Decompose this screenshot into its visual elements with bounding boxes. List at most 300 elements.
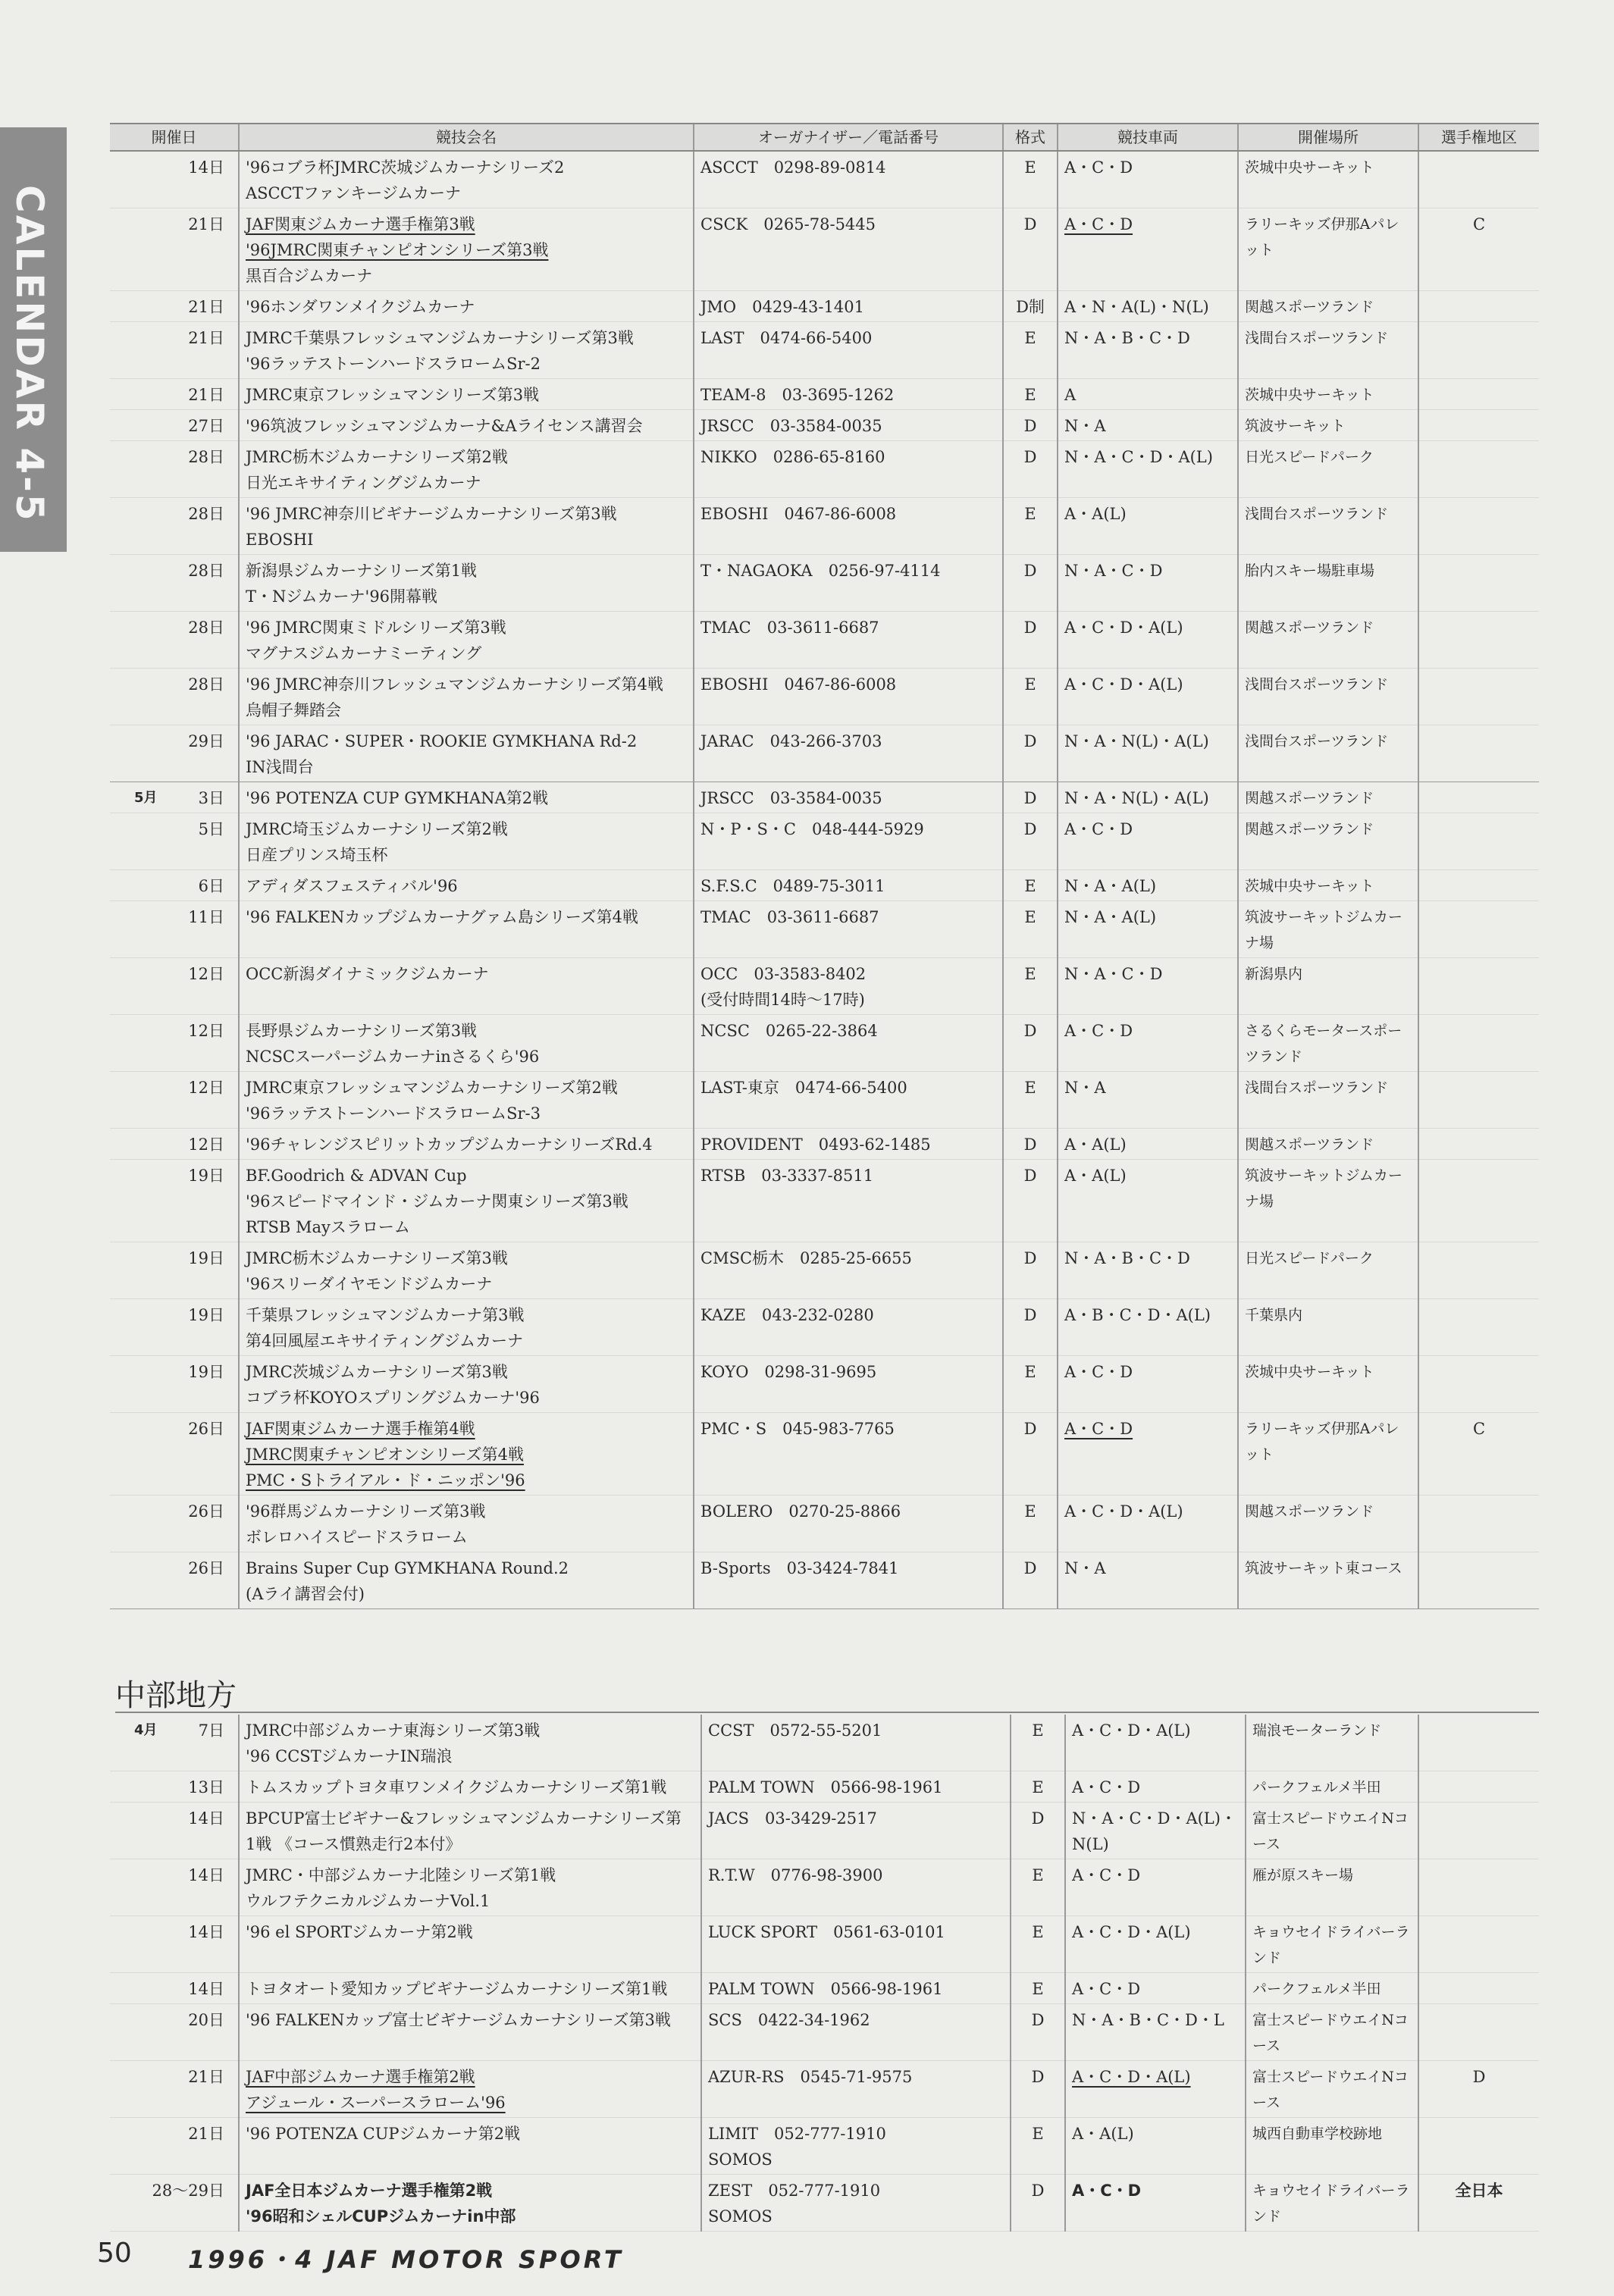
event-name-cell (239, 1299, 694, 1356)
header-organizer: オーガナイザー／電話番号 (694, 124, 1003, 151)
organizer-line: TMAC 03-3611-6687 (700, 908, 879, 926)
event-name-cell (239, 1552, 694, 1609)
organizer-cell (701, 2175, 1011, 2232)
vehicle-cell (1058, 441, 1238, 498)
event-name-cell (239, 208, 694, 291)
event-name-cell (239, 1973, 701, 2004)
header-vehicle: 競技車両 (1058, 124, 1238, 151)
venue-cell (1238, 1496, 1418, 1552)
format-cell: E (1003, 151, 1058, 208)
event-name-cell (239, 870, 694, 901)
vehicle-cell (1058, 1160, 1238, 1242)
format-cell: E (1011, 1973, 1065, 2004)
date-cell (110, 1356, 239, 1413)
venue-line: 浅間台スポーツランド (1245, 733, 1389, 750)
event-name-line: '96 JMRC関東ミドルシリーズ第3戦 (246, 619, 506, 637)
event-name-line: IN浅間台 (246, 758, 314, 776)
region-cell (1418, 1160, 1539, 1242)
venue-cell (1238, 1356, 1418, 1413)
organizer-line: NCSC 0265-22-3864 (700, 1022, 878, 1040)
venue-cell (1246, 1859, 1418, 1916)
venue-cell (1246, 2175, 1418, 2232)
region-cell: 全日本 (1418, 2175, 1539, 2232)
format-cell: D (1003, 1015, 1058, 1072)
date-cell (110, 379, 239, 410)
event-name-cell (239, 1356, 694, 1413)
organizer-cell (694, 725, 1003, 782)
organizer-line: EBOSHI 0467-86-6008 (700, 505, 897, 523)
date-label: 29日 (188, 732, 224, 750)
venue-cell (1238, 379, 1418, 410)
organizer-line: LUCK SPORT 0561-63-0101 (708, 1923, 945, 1941)
venue-line: キョウセイドライバーラ (1252, 2182, 1410, 2199)
date-cell (110, 669, 239, 725)
event-name-line: BPCUP富士ビギナー&フレッシュマンジムカーナシリーズ第 (246, 1809, 682, 1828)
region-cell: C (1418, 208, 1539, 291)
event-name-cell (239, 498, 694, 555)
event-name-cell (239, 1129, 694, 1160)
date-label: 19日 (188, 1167, 224, 1185)
organizer-line: ZEST 052-777-1910 (708, 2182, 881, 2200)
region-cell: D (1418, 2061, 1539, 2118)
table-row (110, 379, 1539, 410)
organizer-cell (694, 1015, 1003, 1072)
venue-cell (1238, 410, 1418, 441)
format-cell: D (1003, 441, 1058, 498)
vehicle-cell (1058, 669, 1238, 725)
event-name-line: トヨタオート愛知カップビギナージムカーナシリーズ第1戦 (246, 1980, 668, 1998)
format-cell: D (1003, 612, 1058, 669)
event-name-cell (239, 1859, 701, 1916)
vehicle-class: A・C・D・A(L) (1064, 1502, 1183, 1521)
venue-line: 浅間台スポーツランド (1245, 506, 1389, 522)
organizer-cell (701, 1771, 1011, 1803)
vehicle-class: A・C・D・A(L) (1072, 2068, 1191, 2086)
event-name-line: T・Nジムカーナ'96開幕戦 (246, 587, 438, 606)
event-name-cell (239, 379, 694, 410)
date-label: 21日 (188, 298, 224, 316)
date-label: 12日 (188, 965, 224, 983)
organizer-cell (694, 322, 1003, 379)
organizer-line: ASCCT 0298-89-0814 (700, 158, 886, 177)
venue-line: 新潟県内 (1245, 966, 1303, 982)
organizer-cell (694, 410, 1003, 441)
date-cell (110, 1413, 239, 1496)
region-cell (1418, 1916, 1539, 1973)
organizer-line: SOMOS (708, 2150, 773, 2169)
format-cell: D (1003, 725, 1058, 782)
organizer-cell (694, 901, 1003, 958)
region-cell (1418, 1015, 1539, 1072)
event-name-line: '96 JMRC神奈川ビギナージムカーナシリーズ第3戦 (246, 505, 617, 523)
event-name-line: (Aライ講習会付) (246, 1585, 365, 1603)
date-cell (110, 1715, 239, 1771)
event-name-cell (239, 1715, 701, 1771)
table-row (110, 441, 1539, 498)
organizer-line: LAST-東京 0474-66-5400 (700, 1079, 907, 1097)
venue-cell (1238, 322, 1418, 379)
vehicle-class: A・A(L) (1064, 1135, 1127, 1154)
venue-line: ンド (1252, 2208, 1282, 2225)
event-name-line: 黒百合ジムカーナ (246, 267, 373, 285)
venue-line: ット (1245, 242, 1274, 258)
date-cell (110, 441, 239, 498)
venue-line: ナ場 (1245, 935, 1274, 951)
format-cell: E (1003, 379, 1058, 410)
table-row (110, 612, 1539, 669)
month-label: 4月 (134, 1722, 158, 1738)
calendar-table-chubu (110, 1715, 1539, 2232)
table-row (110, 322, 1539, 379)
date-label: 21日 (188, 386, 224, 404)
venue-line: 浅間台スポーツランド (1245, 330, 1389, 346)
date-label: 26日 (188, 1420, 224, 1438)
vehicle-cell (1058, 1299, 1238, 1356)
organizer-cell (694, 1160, 1003, 1242)
venue-cell (1238, 555, 1418, 612)
venue-line: ース (1252, 2094, 1281, 2111)
event-name-cell (239, 1496, 694, 1552)
venue-line: 関越スポーツランド (1245, 821, 1374, 838)
date-cell (110, 2118, 239, 2175)
region-cell (1418, 782, 1539, 813)
venue-cell (1238, 1160, 1418, 1242)
organizer-cell (694, 379, 1003, 410)
format-cell: E (1003, 669, 1058, 725)
date-cell (110, 1129, 239, 1160)
vehicle-cell (1065, 2175, 1246, 2232)
event-name-cell (239, 1803, 701, 1859)
format-cell: D (1003, 410, 1058, 441)
event-name-cell (239, 725, 694, 782)
venue-line: 胎内スキー場駐車場 (1245, 562, 1375, 579)
venue-line: 茨城中央サーキット (1245, 159, 1374, 176)
event-name-cell (239, 1242, 694, 1299)
event-name-cell (239, 782, 694, 813)
region-cell (1418, 2118, 1539, 2175)
vehicle-cell (1065, 1973, 1246, 2004)
region-cell (1418, 1129, 1539, 1160)
organizer-line: SOMOS (708, 2207, 773, 2226)
date-cell (110, 1160, 239, 1242)
date-label: 11日 (188, 908, 224, 926)
event-name-cell (239, 1413, 694, 1496)
region-cell (1418, 410, 1539, 441)
date-label: 6日 (198, 877, 224, 895)
region-cell (1418, 555, 1539, 612)
organizer-line: CSCK 0265-78-5445 (700, 215, 876, 233)
event-name-cell (239, 441, 694, 498)
vehicle-cell (1065, 1916, 1246, 1973)
date-label: 26日 (188, 1559, 224, 1577)
organizer-cell (701, 1973, 1011, 2004)
format-cell: E (1011, 2118, 1065, 2175)
venue-cell (1238, 1552, 1418, 1609)
side-tab-label: CALENDAR 4-5 (8, 185, 52, 523)
venue-line: パークフェルメ半田 (1252, 1981, 1381, 1997)
date-label: 28日 (188, 448, 224, 466)
organizer-line: CMSC栃木 0285-25-6655 (700, 1249, 912, 1267)
event-name-line: JMRC埼玉ジムカーナシリーズ第2戦 (246, 820, 508, 838)
event-name-cell (239, 2175, 701, 2232)
venue-line: 茨城中央サーキット (1245, 387, 1374, 403)
format-cell: D (1003, 813, 1058, 870)
date-label: 28日 (188, 562, 224, 580)
table-row (110, 1299, 1539, 1356)
header-date: 開催日 (110, 124, 239, 151)
region-cell (1418, 1242, 1539, 1299)
header-event: 競技会名 (239, 124, 694, 151)
event-name-cell (239, 958, 694, 1015)
venue-line: 千葉県内 (1245, 1307, 1303, 1323)
organizer-cell (694, 151, 1003, 208)
venue-cell (1238, 1413, 1418, 1496)
date-label: 19日 (188, 1249, 224, 1267)
date-cell (110, 782, 239, 813)
organizer-cell (694, 669, 1003, 725)
date-cell (110, 2004, 239, 2061)
table-row (110, 901, 1539, 958)
date-cell (110, 1859, 239, 1916)
date-label: 28日 (188, 675, 224, 694)
venue-cell (1246, 2061, 1418, 2118)
event-name-line: JAF全日本ジムカーナ選手権第2戦 (246, 2182, 493, 2200)
format-cell: E (1003, 901, 1058, 958)
event-name-cell (239, 1015, 694, 1072)
venue-cell (1238, 782, 1418, 813)
vehicle-cell (1065, 1771, 1246, 1803)
region-cell (1418, 958, 1539, 1015)
event-name-cell (239, 151, 694, 208)
event-name-line: JMRC千葉県フレッシュマンジムカーナシリーズ第3戦 (246, 329, 634, 347)
organizer-cell (694, 1496, 1003, 1552)
table-row (110, 1715, 1539, 1771)
organizer-line: RTSB 03-3337-8511 (700, 1167, 874, 1185)
date-label: 20日 (188, 2011, 224, 2029)
event-name-line: '96 FALKENカップ富士ビギナージムカーナシリーズ第3戦 (246, 2011, 671, 2029)
organizer-line: S.F.S.C 0489-75-3011 (700, 877, 885, 895)
event-name-line: JMRC中部ジムカーナ東海シリーズ第3戦 (246, 1721, 541, 1740)
date-label: 13日 (188, 1778, 224, 1796)
event-name-line: 千葉県フレッシュマンジムカーナ第3戦 (246, 1306, 525, 1324)
vehicle-class: N・A・C・D (1064, 965, 1163, 983)
event-name-line: '96 POTENZA CUP GYMKHANA第2戦 (246, 789, 549, 807)
event-name-line: ウルフテクニカルジムカーナVol.1 (246, 1892, 490, 1910)
format-cell: D (1011, 1803, 1065, 1859)
venue-line: ース (1252, 2038, 1281, 2054)
organizer-cell (694, 291, 1003, 322)
format-cell: D (1003, 1160, 1058, 1242)
vehicle-cell (1058, 151, 1238, 208)
date-cell (110, 555, 239, 612)
venue-cell (1246, 1771, 1418, 1803)
date-cell (110, 2061, 239, 2118)
event-name-line: 日光エキサイティングジムカーナ (246, 474, 481, 492)
section-title-chubu: 中部地方 (115, 1678, 237, 1713)
table-row (110, 1072, 1539, 1129)
date-cell (110, 291, 239, 322)
venue-cell (1238, 813, 1418, 870)
event-name-line: 日産プリンス埼玉杯 (246, 846, 388, 864)
venue-line: ース (1252, 1836, 1281, 1853)
vehicle-class: A (1064, 386, 1077, 404)
date-label: 3日 (198, 789, 224, 807)
vehicle-cell (1058, 958, 1238, 1015)
organizer-cell (701, 1859, 1011, 1916)
region-cell (1418, 1859, 1539, 1916)
event-name-line: '96チャレンジスピリットカップジムカーナシリーズRd.4 (246, 1135, 653, 1154)
region-cell (1418, 1552, 1539, 1609)
vehicle-cell (1058, 813, 1238, 870)
venue-line: 富士スピードウエイNコ (1252, 2069, 1409, 2085)
vehicle-class: A・C・D (1064, 1363, 1133, 1381)
organizer-cell (694, 612, 1003, 669)
vehicle-class: N・A・B・C・D (1064, 329, 1190, 347)
vehicle-class: A・C・D (1064, 215, 1133, 233)
region-cell (1418, 498, 1539, 555)
organizer-line: R.T.W 0776-98-3900 (708, 1866, 883, 1884)
organizer-line: LAST 0474-66-5400 (700, 329, 873, 347)
format-cell: E (1003, 322, 1058, 379)
vehicle-cell (1058, 1496, 1238, 1552)
event-name-line: JAF関東ジムカーナ選手権第3戦 (246, 215, 475, 233)
table-row (110, 1916, 1539, 1973)
organizer-line: JRSCC 03-3584-0035 (700, 789, 882, 807)
organizer-cell (701, 2118, 1011, 2175)
organizer-line: EBOSHI 0467-86-6008 (700, 675, 897, 694)
event-name-line: OCC新潟ダイナミックジムカーナ (246, 965, 489, 983)
organizer-cell (694, 1413, 1003, 1496)
vehicle-class: N・A・N(L)・A(L) (1064, 789, 1209, 807)
venue-line: 関越スポーツランド (1245, 619, 1374, 636)
vehicle-class: A・C・D・A(L) (1072, 1923, 1191, 1941)
vehicle-class: N・A (1064, 1559, 1106, 1577)
date-label: 28～29日 (152, 2182, 224, 2200)
event-name-line: '96ホンダワンメイクジムカーナ (246, 298, 475, 316)
venue-line: 関越スポーツランド (1245, 790, 1374, 807)
date-cell (110, 410, 239, 441)
date-label: 14日 (188, 1980, 224, 1998)
venue-cell (1246, 2004, 1418, 2061)
vehicle-cell (1065, 1803, 1246, 1859)
date-cell (110, 1242, 239, 1299)
event-name-line: マグナスジムカーナミーティング (246, 644, 482, 662)
organizer-line: TMAC 03-3611-6687 (700, 619, 879, 637)
region-cell: C (1418, 1413, 1539, 1496)
vehicle-class: N・A・N(L)・A(L) (1064, 732, 1209, 750)
vehicle-cell (1058, 725, 1238, 782)
format-cell: E (1003, 1356, 1058, 1413)
venue-line: 富士スピードウエイNコ (1252, 1810, 1409, 1827)
venue-line: ンド (1252, 1950, 1282, 1966)
vehicle-class: N・A・B・C・D・L (1072, 2011, 1224, 2029)
date-cell (110, 901, 239, 958)
date-label: 12日 (188, 1079, 224, 1097)
vehicle-class: A・C・D・A(L) (1064, 619, 1183, 637)
organizer-cell (694, 813, 1003, 870)
event-name-cell (239, 1916, 701, 1973)
vehicle-class: N・A・C・D・A(L) (1064, 448, 1213, 466)
venue-cell (1238, 612, 1418, 669)
organizer-cell (694, 1552, 1003, 1609)
vehicle-cell (1058, 782, 1238, 813)
event-name-line: JMRC東京フレッシュマンシリーズ第3戦 (246, 386, 540, 404)
event-name-line: NCSCスーパージムカーナinさるくら'96 (246, 1048, 540, 1066)
event-name-line: JMRC東京フレッシュマンジムカーナシリーズ第2戦 (246, 1079, 618, 1097)
vehicle-cell (1058, 410, 1238, 441)
event-name-line: Brains Super Cup GYMKHANA Round.2 (246, 1559, 569, 1577)
table-row (110, 2061, 1539, 2118)
venue-cell (1238, 151, 1418, 208)
event-name-line: コブラ杯KOYOスプリングジムカーナ'96 (246, 1389, 540, 1407)
organizer-line: BOLERO 0270-25-8866 (700, 1502, 901, 1521)
region-cell (1418, 291, 1539, 322)
organizer-line: TEAM-8 03-3695-1262 (700, 386, 895, 404)
venue-line: 浅間台スポーツランド (1245, 676, 1389, 693)
venue-line: 筑波サーキットジムカー (1245, 1167, 1402, 1184)
venue-line: さるくらモータースポー (1245, 1023, 1402, 1039)
organizer-line: JRSCC 03-3584-0035 (700, 417, 882, 435)
event-name-line: '96群馬ジムカーナシリーズ第3戦 (246, 1502, 486, 1521)
format-cell: E (1011, 1859, 1065, 1916)
region-cell (1418, 322, 1539, 379)
organizer-line: OCC 03-3583-8402 (700, 965, 867, 983)
vehicle-class: N・A (1064, 417, 1106, 435)
table-row (110, 1552, 1539, 1609)
vehicle-cell (1058, 322, 1238, 379)
venue-cell (1238, 1242, 1418, 1299)
date-label: 21日 (188, 2125, 224, 2143)
vehicle-cell (1065, 2118, 1246, 2175)
event-name-line: '96JMRC関東チャンピオンシリーズ第3戦 (246, 241, 549, 259)
format-cell: D (1003, 1413, 1058, 1496)
organizer-line: JARAC 043-266-3703 (700, 732, 882, 750)
table-row (110, 1242, 1539, 1299)
organizer-cell (694, 958, 1003, 1015)
vehicle-cell (1058, 1129, 1238, 1160)
venue-line: 城西自動車学校跡地 (1252, 2125, 1383, 2142)
table-row (110, 1771, 1539, 1803)
vehicle-cell (1058, 1242, 1238, 1299)
table-row (110, 1356, 1539, 1413)
date-label: 19日 (188, 1306, 224, 1324)
venue-cell (1238, 1072, 1418, 1129)
table-row (110, 410, 1539, 441)
vehicle-cell (1058, 1072, 1238, 1129)
event-name-line: '96 JARAC・SUPER・ROOKIE GYMKHANA Rd-2 (246, 732, 638, 750)
table-row (110, 870, 1539, 901)
region-cell (1418, 1771, 1539, 1803)
organizer-cell (694, 1129, 1003, 1160)
calendar-side-tab (0, 127, 67, 552)
venue-line: 関越スポーツランド (1245, 299, 1374, 315)
venue-cell (1246, 1916, 1418, 1973)
organizer-line: PMC・S 045-983-7765 (700, 1420, 895, 1438)
organizer-cell (701, 1916, 1011, 1973)
venue-line: 日光スピードパーク (1245, 1250, 1374, 1267)
event-name-cell (239, 669, 694, 725)
vehicle-cell (1065, 1715, 1246, 1771)
date-cell (110, 1552, 239, 1609)
vehicle-cell (1058, 1552, 1238, 1609)
organizer-line: LIMIT 052-777-1910 (708, 2125, 886, 2143)
format-cell: E (1011, 1715, 1065, 1771)
region-cell (1418, 813, 1539, 870)
organizer-cell (701, 1803, 1011, 1859)
event-name-line: JMRC栃木ジムカーナシリーズ第2戦 (246, 448, 508, 466)
table-row (110, 1496, 1539, 1552)
date-label: 14日 (188, 1809, 224, 1828)
